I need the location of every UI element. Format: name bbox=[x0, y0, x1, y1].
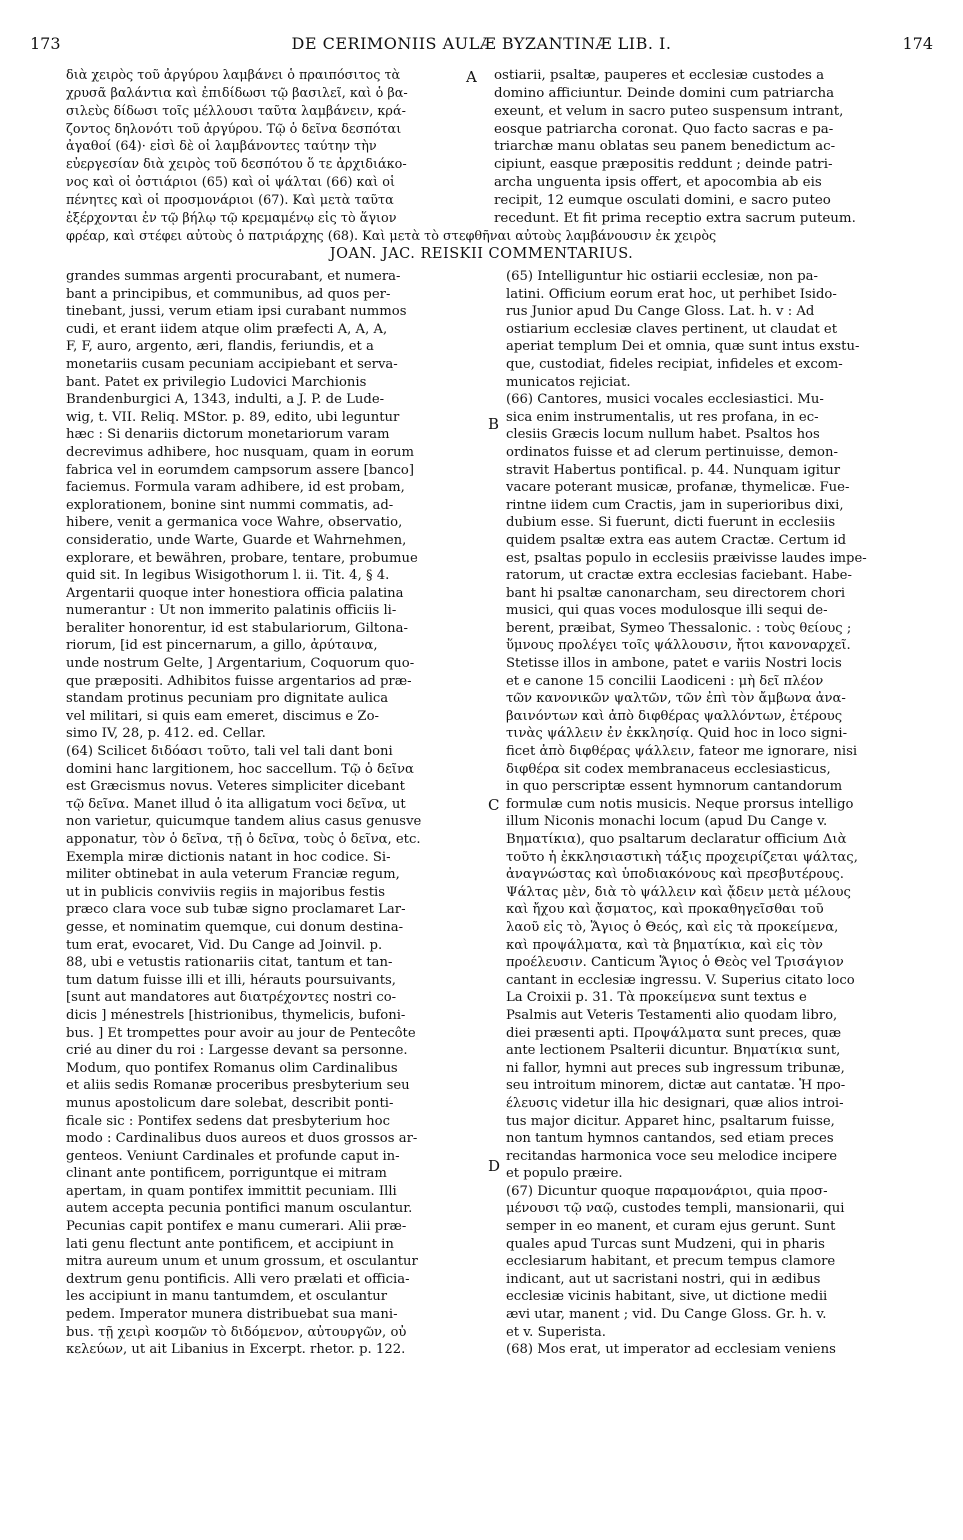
text-line: sica enim instrumentalis, ut res profana, in ec- bbox=[506, 409, 819, 425]
text-line: σιλεὺς δίδωσι τοῖς μέλλουσι ταῦτα λαμβάνειν, κρά- bbox=[66, 103, 406, 119]
text-line: quid sit. In legibus Wisigothorum l. ii. Tit. 4, § 4. bbox=[66, 568, 390, 584]
text-line: et e canone 15 concilii Laodiceni : μὴ δεῖ πλέον bbox=[506, 673, 824, 689]
text-line: autem accepta pecunia pontifici manum osculantur. bbox=[66, 1201, 413, 1217]
text-line: domini hanc largitionem, hoc saccellum. Τῷ ὁ δεῖνα bbox=[66, 761, 414, 777]
text-line: est Græcismus novus. Veteres simpliciter dicebant bbox=[66, 779, 405, 795]
text-line: τῷ δεῖνα. Manet illud ὁ ita alligatum voci δεῖνα, ut bbox=[66, 796, 406, 812]
text-line: ordinatos fuisse et ad clerum pertinuisse, demon- bbox=[506, 444, 838, 460]
text-line: τῶν κανονικῶν ψαλτῶν, τῶν ἐπὶ τὸν ἄμβωνα ἀνα- bbox=[506, 691, 846, 707]
text-line: recitandas harmonica voce seu melodice incipere bbox=[506, 1148, 838, 1164]
text-line: non tantum hymnos cantandos, sed etiam preces bbox=[506, 1131, 834, 1147]
text-line: 88, ubi e vetustis rationariis citat, tantum et tan- bbox=[66, 955, 393, 971]
text-line: fabrica vel in eorumdem campsorum assere [banco] bbox=[66, 462, 415, 478]
text-line: pedem. Imperator munera distribuebat sua mani- bbox=[66, 1307, 398, 1323]
text-line: simo IV, 28, p. 412. ed. Cellar. bbox=[66, 726, 266, 742]
text-line: et populo præire. bbox=[506, 1166, 623, 1182]
text-line: (66) Cantores, musici vocales ecclesiastici. Mu- bbox=[506, 392, 824, 408]
text-line: διὰ χειρὸς τοῦ ἀργύρου λαμβάνει ὁ πραιπόσιτος τὰ bbox=[66, 68, 401, 83]
text-line: La Croixii p. 31. Τὰ προκείμενα sunt textus e bbox=[506, 990, 807, 1006]
text-line: Argentarii quoque inter honestiora officia palatina bbox=[66, 585, 404, 601]
commentary-right-column bbox=[506, 268, 926, 1359]
text-line: exeunt, et velum in sacro puteo suspensum intrant, bbox=[494, 103, 844, 119]
text-line: χρυσᾶ βαλάντια καὶ ἐπιδίδωσι τῷ βασιλεῖ, καὶ ὁ βα- bbox=[66, 85, 408, 101]
text-line: domino afficiuntur. Deinde domini cum patriarcha bbox=[494, 85, 835, 101]
greek-text-column bbox=[66, 67, 484, 228]
text-line: indicant, aut ut sacristani nostri, qui in ædibus bbox=[506, 1271, 821, 1287]
text-line: καὶ ἤχου καὶ ᾄσματος, καὶ προκαθηγεῖσθαι τοῦ bbox=[506, 902, 824, 918]
text-line: stravit Habertus pontifical. p. 44. Nunquam igitur bbox=[506, 462, 841, 478]
text-line: latini. Officium eorum erat hoc, ut perhibet Isido- bbox=[506, 286, 837, 302]
text-line: explorare, et bewähren, probare, tentare, probumue bbox=[66, 550, 418, 566]
text-line: bant a principibus, et communibus, ad quos per- bbox=[66, 286, 391, 302]
text-line: cudi, et erant iidem atque olim præfecti A, A, A, bbox=[66, 321, 388, 337]
text-line: archa unguenta ipsis offert, et apocombia ab eis bbox=[494, 175, 822, 191]
text-line: gesse, et nominatim quemque, cui donum destina- bbox=[66, 919, 404, 935]
text-line: bant hi psaltæ canonarcham, seu directorem chori bbox=[506, 585, 846, 601]
text-line: ni fallor, hymni aut preces sub ingressum tribunæ, bbox=[506, 1060, 845, 1076]
text-line: Brandenburgici A, 1343, indulti, a J. P. de Lude- bbox=[66, 392, 385, 408]
text-line: ζοντος δηλονότι τοῦ ἀργύρου. Τῷ ὁ δεῖνα δεσπόται bbox=[66, 121, 402, 137]
text-line: ratorum, ut cractæ extra ecclesias faciebant. Habe- bbox=[506, 568, 852, 584]
text-line: illum Niconis monachi locum (apud Du Cange v. bbox=[506, 814, 828, 830]
text-line: decrevimus adhibere, hoc nusquam, quam in eorum bbox=[66, 444, 415, 460]
text-line: dextrum genu pontificis. Alli vero prælati et officia- bbox=[66, 1271, 410, 1287]
text-line: recipit, 12 eumque osculati domini, e sacro puteo bbox=[494, 192, 831, 208]
text-line: semper in eo manent, et curam ejus gerunt. Sunt bbox=[506, 1219, 836, 1235]
text-line: Pecunias capit pontifex e manu cumerari. Alii præ- bbox=[66, 1219, 407, 1235]
page-number-left: 173 bbox=[30, 34, 61, 53]
text-line: explorationem, bonine sint nummi commatis, ad- bbox=[66, 497, 394, 513]
text-line: ἐξέρχονται ἐν τῷ βήλῳ τῷ κρεμαμένῳ εἰς τὸ ἅγιον bbox=[66, 210, 397, 226]
text-line: βαινόντων καὶ ἀπὸ διφθέρας ψαλλόντων, ἑτέρους bbox=[506, 708, 843, 724]
text-line: les accipiunt in manu tantumdem, et osculantur bbox=[66, 1289, 388, 1305]
text-line: tum datum fuisse illi et illi, hérauts poursuivants, bbox=[66, 972, 396, 988]
text-line: hæc : Si denariis dictorum monetariorum varam bbox=[66, 427, 390, 443]
text-line: beraliter honorentur, id est stabulariorum, Giltona- bbox=[66, 620, 408, 636]
text-line: berent, præibat, Symeo Thessalonic. : τοὺς θείους ; bbox=[506, 620, 852, 636]
text-line: non varietur, quicumque tandem alius casus genusve bbox=[66, 814, 422, 830]
text-line: (67) Dicuntur quoque παραμονάριοι, quia προσ- bbox=[506, 1183, 828, 1199]
text-line: κελεύων, ut ait Libanius in Excerpt. rhetor. p. 122. bbox=[66, 1342, 406, 1358]
text-line: νος καὶ οἱ ὀστιάριοι (65) καὶ οἱ ψάλται (66) καὶ οἱ bbox=[66, 175, 395, 191]
text-line: ficet ἀπὸ διφθέρας ψάλλειν, fateor me ignorare, nisi bbox=[506, 744, 858, 760]
text-line: (68) Mos erat, ut imperator ad ecclesiam veniens bbox=[506, 1342, 836, 1358]
text-line: F, F, auro, argento, æri, flandis, feriundis, et a bbox=[66, 339, 374, 355]
text-line: tinebant, jussi, verum etiam ipsi curabant nummos bbox=[66, 304, 407, 320]
text-line: hibere, venit a germanica voce Wahre, observatio, bbox=[66, 515, 403, 531]
text-line: ante lectionem Psalterii dicuntur. Βηματίκια sunt, bbox=[506, 1043, 841, 1059]
text-line: μένουσι τῷ ναῷ, custodes templi, mansionarii, qui bbox=[506, 1201, 845, 1217]
text-line: ecclesiæ vicinis habitant, sive, ut dictione medii bbox=[506, 1289, 828, 1305]
text-line: προέλευσιν. Canticum Ἅγιος ὁ Θεὸς vel Τρισάγιον bbox=[506, 955, 844, 971]
text-line: vacare poterant musicæ, profanæ, thymelicæ. Fue- bbox=[506, 480, 850, 496]
text-line: clinant ante pontificem, porriguntque ei mitram bbox=[66, 1166, 387, 1182]
text-line: triarchæ manu oblatas seu panem benedictum ac- bbox=[494, 139, 836, 155]
text-line: ævi utar, manent ; vid. Du Cange Gloss. Gr. h. v. bbox=[506, 1307, 827, 1323]
text-line: et v. Superista. bbox=[506, 1324, 606, 1340]
margin-letter-b: B bbox=[488, 415, 500, 433]
text-line: mitra aureum unum et unum grossum, et osculantur bbox=[66, 1254, 418, 1270]
text-line: que præpositi. Adhibitos fuisse argentarios ad præ- bbox=[66, 673, 412, 689]
text-line: bus. τῇ χειρὶ κοσμῶν τὸ διδόμενον, αὐτουργῶν, οὐ bbox=[66, 1324, 407, 1340]
text-line: diei præsenti apti. Προψάλματα sunt preces, quæ bbox=[506, 1025, 842, 1041]
text-line: monetariis cusam pecuniam accipiebant et serva- bbox=[66, 356, 398, 372]
text-line: έλευσις videtur illa hic designari, quæ alios introi- bbox=[506, 1095, 844, 1111]
text-line: tum erat, evocaret, Vid. Du Cange ad Joinvil. p. bbox=[66, 937, 383, 953]
text-line: ficale sic : Pontifex sedens dat presbyterium hoc bbox=[66, 1113, 390, 1129]
running-header bbox=[30, 34, 933, 56]
text-line: wig, t. VII. Reliq. MStor. p. 89, edito, ubi leguntur bbox=[66, 409, 400, 425]
text-line: [sunt aut mandatores aut διατρέχοντες nostri co- bbox=[66, 990, 397, 1006]
text-line: (65) Intelliguntur hic ostiarii ecclesiæ, non pa- bbox=[506, 269, 818, 284]
text-line: bus. ] Et trompettes pour avoir au jour de Pentecôte bbox=[66, 1025, 416, 1041]
text-line: ἀγαθοί (64)· εἰσὶ δὲ οἱ λαμβάνοντες ταύτην τὴν bbox=[66, 139, 377, 155]
text-line: ἀναγνώστας καὶ ὑποδιακόνους καὶ πρεσβυτέρους. bbox=[506, 867, 844, 883]
text-line: formulæ cum notis musicis. Neque prorsus intelligo bbox=[506, 796, 854, 812]
text-line: Modum, quo pontifex Romanus olim Cardinalibus bbox=[66, 1060, 398, 1076]
text-line: τοῦτο ἡ ἐκκλησιαστικὴ τάξις προχειρίζεται ψάλτας, bbox=[506, 849, 858, 865]
text-line: Ψάλτας μὲν, διὰ τὸ ψάλλειν καὶ ᾄδειν μετὰ μέλους bbox=[506, 884, 851, 900]
commentary-left-column bbox=[66, 268, 486, 1359]
margin-letter-d: D bbox=[488, 1157, 501, 1175]
text-line: recedunt. Et fit prima receptio extra sacrum puteum. bbox=[494, 210, 856, 226]
text-line: consideratio, unde Warte, Guarde et Wahrnehmen, bbox=[66, 532, 407, 548]
text-line: εὐεργεσίαν διὰ χειρὸς τοῦ δεσπότου ὅ τε ἀρχιδιάκο- bbox=[66, 157, 407, 173]
text-line: ut in publicis conviviis regiis in majoribus festis bbox=[66, 884, 385, 900]
text-line: dubium esse. Si fuerunt, dicti fuerunt in ecclesiis bbox=[506, 515, 836, 531]
text-line: ostiarium ecclesiæ claves pertinent, ut claudat et bbox=[506, 321, 838, 337]
text-line: Psalmis aut Veteris Testamenti alio quodam libro, bbox=[506, 1007, 838, 1023]
text-line: Exempla miræ dictionis natant in hoc codice. Si- bbox=[66, 849, 391, 865]
text-line: dicis ] ménestrels [histrionibus, thymelicis, bufoni- bbox=[66, 1007, 406, 1023]
text-line: lati genu flectunt ante pontificem, et accipiunt in bbox=[66, 1236, 394, 1252]
text-line: genteos. Veniunt Cardinales et profunde caput in- bbox=[66, 1148, 400, 1164]
text-line: (64) Scilicet διδόασι τοῦτο, tali vel tali dant boni bbox=[66, 744, 393, 760]
text-line: Stetisse illos in ambone, patet e variis Nostri locis bbox=[506, 656, 842, 672]
commentary-heading: JOAN. JAC. REISKII COMMENTARIUS. bbox=[329, 246, 634, 262]
text-line: quidem psaltæ extra eas autem Cractæ. Certum id bbox=[506, 532, 847, 548]
page-number-right: 174 bbox=[902, 34, 933, 53]
text-line: bant. Patet ex privilegio Ludovici Marchionis bbox=[66, 374, 367, 390]
text-line: militer obtinebat in aula veterum Franciæ regum, bbox=[66, 867, 400, 883]
greek-continuation-line: φρέαρ, καὶ στέφει αὐτοὺς ὁ πατριάρχης (68). Καὶ μετὰ τὸ στεφθῆναι αὐτοὺς λαμβάνουσιν ἐκ χειρὸς bbox=[66, 229, 717, 244]
text-line: faciemus. Formula varam adhibere, id est probam, bbox=[66, 480, 405, 496]
text-line: in quo perscriptæ essent hymnorum cantandorum bbox=[506, 779, 843, 795]
text-line: ostiarii, psaltæ, pauperes et ecclesiæ custodes a bbox=[494, 68, 825, 83]
text-line: crié au diner du roi : Largesse devant sa personne. bbox=[66, 1043, 408, 1059]
text-line: que, custodiat, fideles recipiat, infideles et excom- bbox=[506, 356, 843, 372]
text-line: præco clara voce sub tubæ signo proclamaret Lar- bbox=[66, 902, 406, 918]
text-line: ὕμνους προλέγει τοῖς ψάλλουσιν, ἤτοι κανοναρχεῖ. bbox=[506, 638, 851, 654]
text-line: τινὰς ψάλλειν ἐν ἐκκλησίᾳ. Quid hoc in loco signi- bbox=[506, 726, 848, 742]
running-title: DE CERIMONIIS AULÆ BYZANTINÆ LIB. I. bbox=[291, 34, 672, 53]
text-line: rintne iidem cum Cractis, jam in superioribus dixi, bbox=[506, 497, 844, 513]
text-line: rus Junior apud Du Cange Gloss. Lat. h. v : Ad bbox=[506, 304, 815, 320]
text-line: munus apostolicum dare solebat, describit ponti- bbox=[66, 1095, 394, 1111]
text-line: standam protinus pecuniam pro dignitate aulica bbox=[66, 691, 389, 707]
text-line: musici, qui quas voces modulosque illi sequi de- bbox=[506, 603, 828, 619]
text-line: riorum, [id est pincernarum, a gillo, ἀρύταινα, bbox=[66, 638, 378, 654]
text-line: eosque patriarcha coronat. Quo facto sacras e pa- bbox=[494, 121, 834, 137]
text-line: clesiis Græcis locum nullum habet. Psaltos hos bbox=[506, 427, 820, 443]
text-line: cantant in ecclesiæ ingressu. V. Superius citato loco bbox=[506, 972, 855, 988]
latin-translation-column bbox=[494, 67, 926, 228]
text-line: apponatur, τὸν ὁ δεῖνα, τῇ ὁ δεῖνα, τοὺς ὁ δεῖνα, etc. bbox=[66, 832, 421, 847]
text-line: et aliis sedis Romanæ proceribus presbyterium seu bbox=[66, 1078, 410, 1094]
text-line: est, psaltas populo in ecclesiis præivisse laudes impe- bbox=[506, 550, 867, 566]
text-line: modo : Cardinalibus duos aureos et duos grossos ar- bbox=[66, 1131, 418, 1147]
text-line: vel militari, si quis eam emeret, discimus e Zo- bbox=[66, 708, 379, 724]
text-line: quales apud Turcas sunt Mudzeni, qui in pharis bbox=[506, 1236, 825, 1252]
text-line: cipiunt, easque præpositis reddunt ; deinde patri- bbox=[494, 157, 833, 173]
text-line: grandes summas argenti procurabant, et numera- bbox=[66, 269, 401, 284]
text-line: unde nostrum Gelte, ] Argentarium, Coquorum quo- bbox=[66, 656, 415, 672]
text-line: municatos rejiciat. bbox=[506, 374, 631, 390]
text-line: numerantur : Ut non immerito palatinis officiis li- bbox=[66, 603, 397, 619]
text-line: πένητες καὶ οἱ προσμονάριοι (67). Καὶ μετὰ ταῦτα bbox=[66, 192, 394, 208]
text-line: ecclesiarum habitant, et precum tempus clamore bbox=[506, 1254, 836, 1270]
text-line: Βηματίκια), quo psaltarum declaratur officium Διὰ bbox=[506, 832, 847, 847]
text-line: tus major dicitur. Apparet hinc, psaltarum fuisse, bbox=[506, 1113, 835, 1129]
text-line: λαοῦ εἰς τὸ, Ἅγιος ὁ Θεός, καὶ εἰς τὰ προκείμενα, bbox=[506, 919, 839, 935]
text-line: apertam, in quam pontifex immittit pecuniam. Illi bbox=[66, 1183, 397, 1199]
text-line: διφθέρα sit codex membranaceus ecclesiasticus, bbox=[506, 761, 831, 777]
text-line: seu introitum minorem, dictæ aut cantatæ. Ἡ προ- bbox=[506, 1078, 846, 1094]
margin-letter-a: A bbox=[466, 68, 477, 86]
text-line: καὶ προψάλματα, καὶ τὰ βηματίκια, καὶ εἰς τὸν bbox=[506, 937, 823, 953]
text-line: aperiat templum Dei et omnia, quæ sunt intus exstu- bbox=[506, 339, 860, 355]
margin-letter-c: C bbox=[488, 796, 500, 814]
